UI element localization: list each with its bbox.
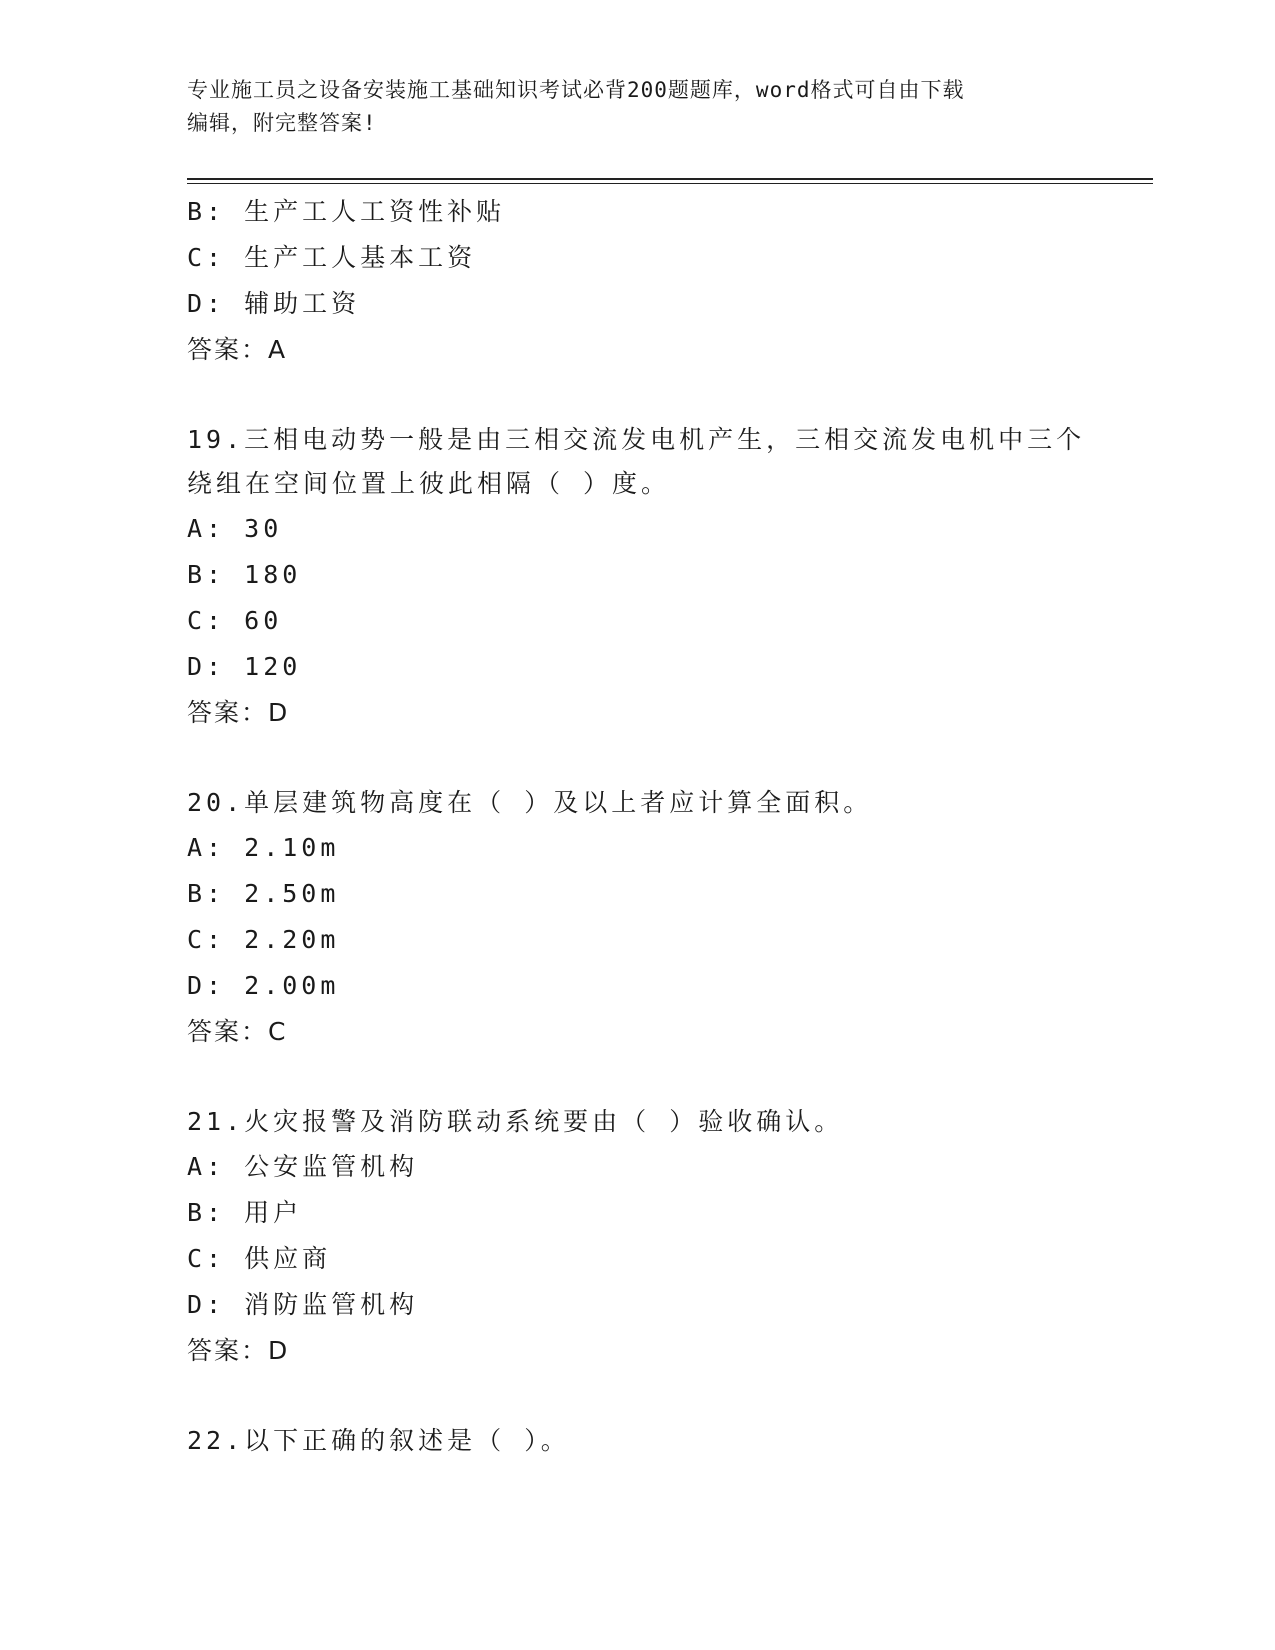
question-text-line-1: 22.以下正确的叙述是（ ）。 xyxy=(187,1426,570,1455)
option-b: B: 180 xyxy=(187,560,302,589)
option-b: B: 2.50m xyxy=(187,879,340,908)
answer-line: 答案：D xyxy=(187,1336,290,1365)
question-text-line-2: 绕组在空间位置上彼此相隔（ ）度。 xyxy=(187,469,671,498)
question-block-18-continued xyxy=(187,189,1087,373)
option-c: C: 2.20m xyxy=(187,925,340,954)
question-text-line-1: 20.单层建筑物高度在（ ）及以上者应计算全面积。 xyxy=(187,788,873,817)
answer-line: 答案：D xyxy=(187,698,290,727)
spacer xyxy=(187,736,1087,781)
option-d: D: 2.00m xyxy=(187,971,340,1000)
option-d: D: 辅助工资 xyxy=(187,289,361,318)
option-b: B: 用户 xyxy=(187,1198,303,1227)
spacer xyxy=(187,1374,1087,1419)
answer-line: 答案：C xyxy=(187,1017,288,1046)
header-title-line-1: 专业施工员之设备安装施工基础知识考试必背200题题库，word格式可自由下载 xyxy=(187,78,965,102)
option-c: C: 生产工人基本工资 xyxy=(187,243,477,272)
question-text-line-1: 21.火灾报警及消防联动系统要由（ ）验收确认。 xyxy=(187,1107,844,1136)
answer-line: 答案：A xyxy=(187,335,288,364)
option-a: A: 公安监管机构 xyxy=(187,1152,419,1181)
spacer xyxy=(187,1055,1087,1100)
option-c: C: 60 xyxy=(187,606,283,635)
question-text-line-1: 19.三相电动势一般是由三相交流发电机产生，三相交流发电机中三个 xyxy=(187,425,1086,454)
header-title-line-2: 编辑，附完整答案! xyxy=(187,111,377,135)
option-a: A: 30 xyxy=(187,514,283,543)
spacer xyxy=(187,373,1087,418)
header-rule-thick xyxy=(187,178,1153,180)
question-block-22 xyxy=(187,1419,1087,1463)
option-a: A: 2.10m xyxy=(187,833,340,862)
option-c: C: 供应商 xyxy=(187,1244,332,1273)
option-d: D: 120 xyxy=(187,652,302,681)
header-rule-thin xyxy=(187,183,1153,184)
question-block-20 xyxy=(187,781,1087,1055)
document-header xyxy=(187,74,1087,140)
option-d: D: 消防监管机构 xyxy=(187,1290,419,1319)
question-block-21 xyxy=(187,1100,1087,1374)
question-list xyxy=(187,189,1087,1463)
question-block-19 xyxy=(187,418,1087,736)
option-b: B: 生产工人工资性补贴 xyxy=(187,197,506,226)
